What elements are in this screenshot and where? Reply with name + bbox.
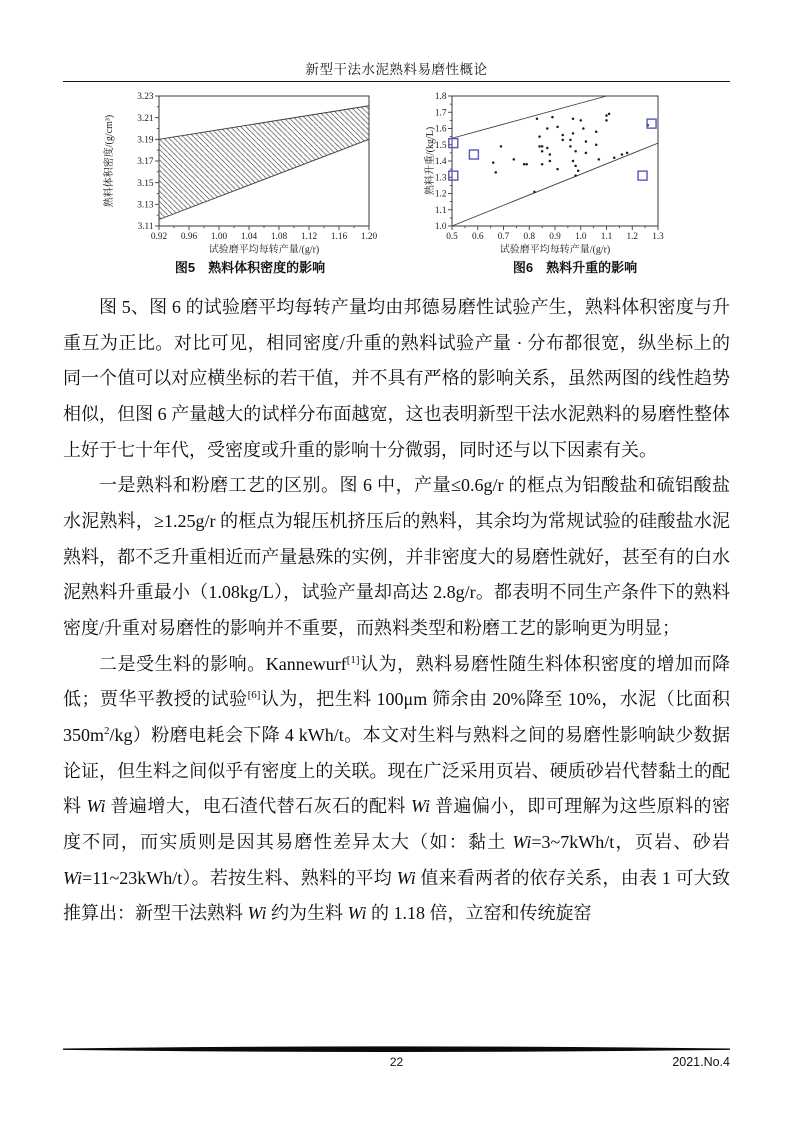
x-tick-label: 1.1 (600, 232, 613, 242)
page-number: 22 (389, 1055, 404, 1069)
paragraph: 二是受生料的影响。Kannewurf[1]认为，熟料易磨性随生料体积密度的增加而降低；贾华平教授的试验[6]认为，把生料 100μm 筛余由 20%降至 10%，水泥（比面积 $350m^2/kg$）粉磨电耗会下降 4 kWh/t。本文对生料与熟料之间的易磨性影响缺少数据论证，但生料之间似乎有密度上的关联。现在广泛采用页岩、硬质砂岩代替黏土的配料 Wi 普遍增大，电石渣代替石灰石的配料 Wi 普遍偏小，即可理解为这些原料的密度不同，而实质则是因其易磨性差异太大（如：黏土 Wi=3~7kWh/t，页岩、砂岩 Wi=11~23kWh/t）。若按生料、熟料的平均 Wi 值来看两者的依存关系，由表 1 可大致推算出：新型干法熟料 Wi 约为生料 Wi 的 1.18 倍，立窑和传统旋窑 (63, 653, 731, 924)
square-markers (449, 119, 656, 180)
header-rule (63, 81, 730, 82)
x-tick-label: 1.04 (240, 232, 258, 242)
paragraph: 一是熟料和粉磨工艺的区别。图 6 中，产量≤0.6g/r 的框点为铝酸盐和硫铝酸盐水泥熟料，≥1.25g/r 的框点为辊压机挤压后的熟料，其余均为常规试验的硅酸盐水泥熟料，都不乏升重相近而产量悬殊的实例，并非密度大的易磨性就好，甚至有的白水泥熟料升重最小（1.08kg/L），试验产量却高达 2.8g/r。都表明不同生产条件下的熟料密度/升重对易磨性的影响并不重要，而熟料类型和粉磨工艺的影响更为明显； (63, 475, 730, 638)
page-title: 新型干法水泥熟料易磨性概论 (305, 62, 488, 77)
y-tick-label: 3.19 (137, 135, 154, 146)
y-tick-label: 1.7 (434, 108, 447, 119)
y-tick-label: 1.3 (434, 173, 447, 184)
boundary-line (452, 96, 607, 138)
y-tick-label: 1.0 (434, 222, 447, 233)
y-tick-label: 3.23 (137, 92, 154, 103)
x-tick-label: 1.3 (652, 232, 664, 242)
y-tick-label: 1.6 (434, 124, 447, 135)
x-axis-label: 试验磨平均每转产量/(g/r) (208, 244, 320, 256)
x-tick-label: 1.20 (360, 232, 378, 242)
figure6-caption: 图6 熟料升重的影响 (512, 260, 638, 275)
y-axis-label: 熟料升重/(kg/L) (425, 126, 436, 196)
x-tick-label: 0.8 (523, 232, 536, 242)
x-axis-label: 试验磨平均每转产量/(g/r) (499, 244, 611, 256)
y-tick-label: 3.15 (137, 178, 154, 189)
y-tick-label: 3.11 (137, 222, 154, 233)
x-tick-label: 0.7 (497, 232, 510, 242)
footer-rule (63, 1045, 730, 1054)
y-axis-label: 熟料体积密度/(g/cm³) (104, 114, 115, 208)
x-tick-label: 1.12 (300, 232, 318, 242)
y-tick-label: 1.2 (434, 189, 447, 200)
x-tick-label: 1.16 (330, 232, 348, 242)
figure5-density-chart (95, 85, 405, 263)
x-tick-label: 1.08 (270, 232, 288, 242)
figure6-liter-weight-chart (420, 85, 730, 263)
x-tick-label: 1.0 (574, 232, 587, 242)
x-tick-label: 0.9 (549, 232, 561, 242)
y-tick-label: 1.4 (434, 157, 447, 168)
figure5-caption: 图5 熟料体积密度的影响 (174, 260, 326, 275)
y-tick-label: 3.13 (137, 200, 154, 211)
y-tick-label: 1.1 (434, 205, 447, 216)
x-tick-label: 0.96 (180, 232, 198, 242)
y-tick-label: 1.8 (434, 92, 447, 103)
x-tick-label: 1.00 (210, 232, 228, 242)
y-tick-label: 3.17 (137, 157, 154, 168)
x-tick-label: 1.2 (626, 232, 639, 242)
scatter-dots (492, 113, 649, 194)
y-tick-label: 3.21 (137, 113, 154, 124)
body-text (63, 290, 730, 932)
y-tick-label: 1.5 (434, 140, 447, 151)
paragraph: 图 5、图 6 的试验磨平均每转产量均由邦德易磨性试验产生，熟料体积密度与升重互为正比。对比可见，相同密度/升重的熟料试验产量 · 分布都很宽，纵坐标上的同一个值可以对应横坐标的若干值，并不具有严格的影响关系，虽然两图的线性趋势相似，但图 6 产量越大的试样分布面越宽，这也表明新型干法水泥熟料的易磨性整体上好于七十年代，受密度或升重的影响十分微弱，同时还与以下因素有关。 (63, 297, 730, 460)
boundary-line (452, 143, 658, 226)
x-tick-label: 0.92 (150, 232, 168, 242)
x-tick-label: 0.5 (446, 232, 458, 242)
plot-frame (452, 96, 658, 226)
x-tick-label: 0.6 (471, 232, 484, 242)
issue-label: 2021.No.4 (672, 1055, 730, 1069)
